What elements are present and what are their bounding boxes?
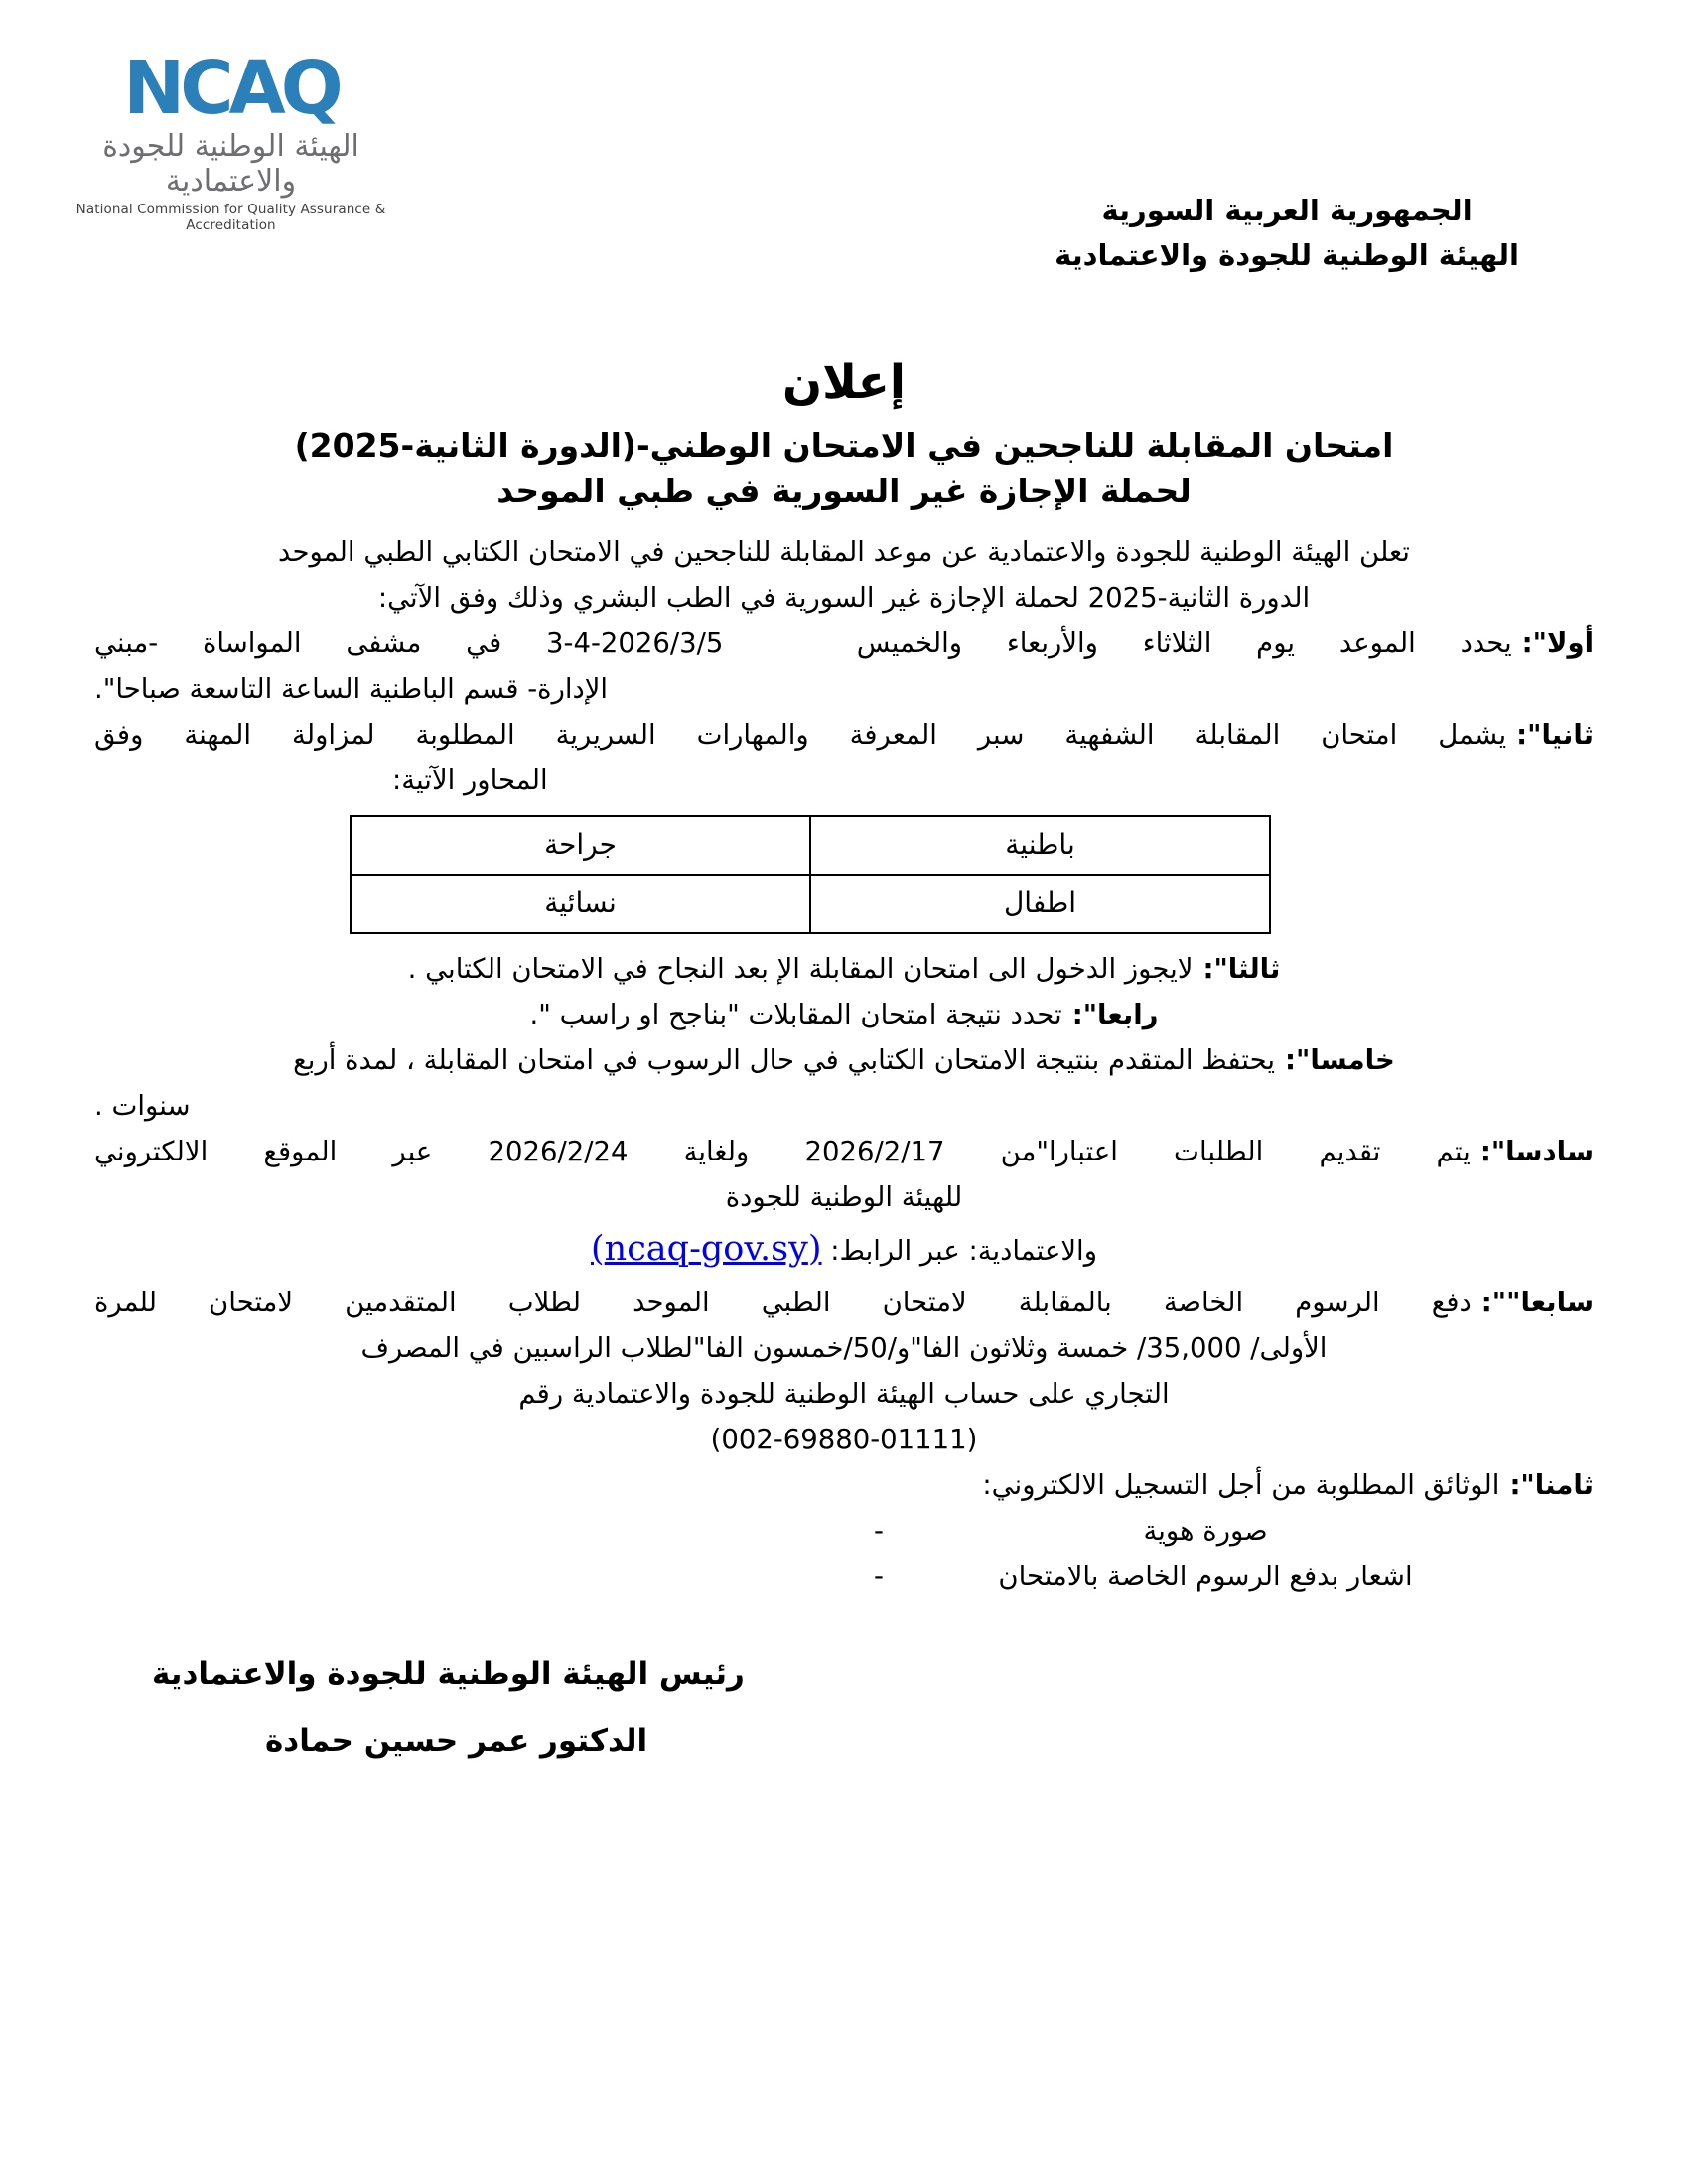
ncaq-website-link[interactable]: (ncaq-gov.sy) [591,1228,822,1269]
section-second-line-2: المحاور الآتية: [392,763,548,796]
section-fifth-line-1 [94,1037,1594,1083]
section-sixth-text: يتم تقديم الطلبات اعتبارا"من 2026/2/17 ولغاية 2026/2/24 عبر الموقع الالكتروني [94,1135,1471,1167]
bullet-text: صورة هوية [1143,1514,1268,1547]
letterhead-country: الجمهورية العربية السورية [1101,194,1473,227]
bullet-item-fee-notice [94,1554,1594,1599]
section-fourth-label: رابعا": [1071,998,1159,1030]
section-fourth-line [94,992,1594,1037]
letterhead-commission: الهيئة الوطنية للجودة والاعتمادية [1055,237,1519,272]
section-sixth-line-3 [94,1220,1594,1280]
section-eighth-line [94,1462,1594,1508]
subtitle-holders: لحملة الإجازة غير السورية في طبي الموحد [496,472,1192,511]
ncaq-logo [60,46,402,278]
section-first-text: يحدد الموعد يوم الثلاثاء والأربعاء والخميس 2026/3/5-4-3 في مشفى المواساة -مبني [94,626,1512,659]
section-third-line [94,946,1594,992]
table-cell-pediatrics: اطفال [810,875,1270,933]
page-title: إعلان [781,354,907,410]
bullet-text: اشعار بدفع الرسوم الخاصة بالامتحان [998,1560,1413,1592]
bullet-item-id-photo [94,1508,1594,1554]
section-fifth-label: خامسا": [1285,1043,1395,1076]
document-body [94,529,1594,1764]
section-seventh-label: سابعا"": [1480,1286,1594,1318]
section-sixth-label: سادسا": [1479,1135,1595,1167]
section-seventh-text: دفع الرسوم الخاصة بالمقابلة لامتحان الطبي الموحد لطلاب المتقدمين لامتحان للمرة [94,1286,1472,1318]
table-cell-gynecology: نسائية [351,875,810,933]
section-first-line-2: الإدارة- قسم الباطنية الساعة التاسعة صباحا". [94,672,609,705]
ncaq-logo-acronym: NCAQ [123,46,339,131]
table-cell-surgery: جراحة [351,816,810,875]
table-row [351,875,1270,933]
signature-title: رئيس الهيئة الوطنية للجودة والاعتمادية [152,1655,745,1692]
section-first-line-1 [94,620,1594,666]
section-third-label: ثالثا": [1202,952,1281,985]
section-seventh-line-1 [94,1280,1594,1325]
section-sixth-link-prefix: والاعتمادية: عبر الرابط: [830,1234,1097,1267]
section-fifth-line-2: سنوات . [94,1089,191,1122]
section-fourth-text: تحدد نتيجة امتحان المقابلات "بناجح او راسب ". [529,998,1062,1030]
subtitle-exam: امتحان المقابلة للناجحين في الامتحان الوطني-(الدورة الثانية-2025) [294,426,1394,466]
table-row [351,816,1270,875]
section-seventh-line-3: التجاري على حساب الهيئة الوطنية للجودة والاعتمادية رقم [518,1377,1170,1410]
table-cell-internal-medicine: باطنية [810,816,1270,875]
intro-line-1: تعلن الهيئة الوطنية للجودة والاعتمادية عن موعد المقابلة للناجحين في الامتحان الكتابي الطبي الموحد [278,535,1410,568]
signature-name: الدكتور عمر حسين حمادة [265,1722,648,1759]
section-second-text: يشمل امتحان المقابلة الشفهية سبر المعرفة والمهارات السريرية المطلوبة لمزاولة المهنة وفق [94,718,1507,751]
section-seventh-line-4: (002-69880-01111) [710,1423,978,1455]
bullet-dash-icon: - [874,1514,884,1547]
section-sixth-line-1 [94,1129,1594,1174]
section-second-label: ثانيا": [1516,718,1594,751]
document-header [0,0,1688,278]
specialties-table [350,815,1271,934]
bullet-dash-icon: - [874,1560,884,1592]
ncaq-logo-arabic-name: الهيئة الوطنية للجودة والاعتمادية [102,129,359,199]
section-sixth-line-2: للهيئة الوطنية للجودة [725,1180,963,1213]
section-second-line-1 [94,712,1594,757]
section-seventh-line-2: الأولى/ 35,000/ خمسة وثلاثون الفا"و/50/خمسون الفا"لطلاب الراسبين في المصرف [360,1331,1328,1364]
section-fifth-text: يحتفظ المتقدم بنتيجة الامتحان الكتابي في حال الرسوب في امتحان المقابلة ، لمدة أربع [293,1043,1276,1076]
section-first-label: أولا": [1521,626,1594,659]
section-eighth-text: الوثائق المطلوبة من أجل التسجيل الالكتروني: [982,1468,1500,1501]
letterhead-right [1055,189,1519,278]
section-eighth-label: ثامنا": [1509,1468,1594,1501]
ncaq-logo-english-name: National Commission for Quality Assurance & Accreditation [75,202,386,233]
intro-line-2: الدورة الثانية-2025 لحملة الإجازة غير السورية في الطب البشري وذلك وفق الآتي: [377,581,1311,614]
section-third-text: لايجوز الدخول الى امتحان المقابلة الإ بعد النجاح في الامتحان الكتابي . [407,952,1194,985]
